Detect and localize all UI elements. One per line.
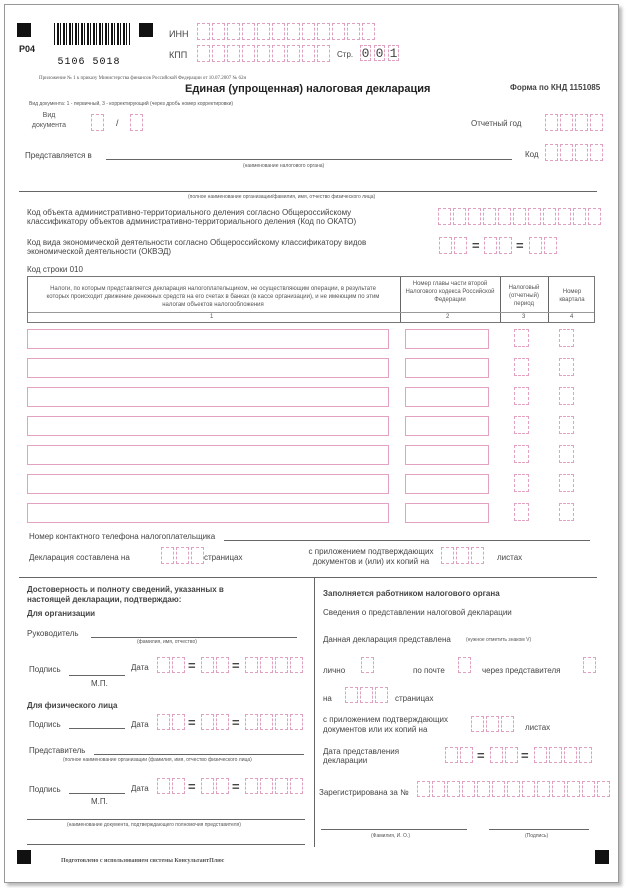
okved-cells-1[interactable] bbox=[439, 237, 467, 254]
sign-label: Подпись bbox=[29, 720, 61, 729]
col-number: 4 bbox=[570, 314, 574, 320]
presented-label: Данная декларация представлена bbox=[323, 635, 451, 644]
col-number: 1 bbox=[210, 314, 214, 320]
org-date-day[interactable] bbox=[157, 657, 185, 673]
okato-cells[interactable] bbox=[438, 208, 601, 225]
quarter-field[interactable] bbox=[559, 474, 574, 492]
on-label: на bbox=[323, 694, 332, 703]
org-date-month[interactable] bbox=[201, 657, 229, 673]
date-presented-label: Дата представления декларации bbox=[323, 747, 400, 765]
doc-type-cells[interactable] bbox=[91, 114, 104, 131]
doc-caption: (наименование документа, подтверждающего полномочия представителя) bbox=[67, 822, 241, 828]
chapter-field[interactable] bbox=[405, 416, 489, 436]
person-date-month[interactable] bbox=[201, 714, 229, 730]
corner-marker bbox=[139, 23, 153, 37]
head-label: Руководитель bbox=[27, 629, 79, 638]
okato-label: Код объекта административно-территориального деления согласно Общероссийскому классификатору объектов административно-территориального деления (Код по ОКАТО) bbox=[27, 208, 357, 226]
org-sign-line[interactable] bbox=[69, 675, 125, 676]
by-mail-label: по почте bbox=[413, 666, 445, 675]
presented-date-day[interactable] bbox=[445, 747, 473, 763]
page-digit: 1 bbox=[389, 46, 398, 61]
mark-note: (нужное отметить знаком V) bbox=[466, 637, 532, 643]
attach-label: с приложением подтверждающих документов и (или) их копий на bbox=[308, 547, 434, 566]
correction-cells[interactable] bbox=[130, 114, 143, 131]
chapter-field[interactable] bbox=[405, 474, 489, 494]
rep-date-month[interactable] bbox=[201, 778, 229, 794]
for-org-heading: Для организации bbox=[27, 609, 96, 618]
phone-line[interactable] bbox=[224, 540, 590, 541]
officer-sheets-cells[interactable] bbox=[471, 716, 514, 732]
period-field[interactable] bbox=[514, 358, 529, 376]
period-field[interactable] bbox=[514, 329, 529, 347]
mp-label: М.П. bbox=[91, 797, 108, 806]
person-sign-line[interactable] bbox=[69, 728, 125, 729]
sheets-cells[interactable] bbox=[441, 547, 484, 564]
order-note: Приложение № 1 к приказу Министерства финансов Российской Федерации от 10.07.2007 № 62н bbox=[39, 76, 247, 81]
officer-attach-label: с приложением подтверждающих документов или их копий на bbox=[323, 715, 448, 734]
okved-label: Код вида экономической деятельности согласно Общероссийскому классификатору видов экономической деятельности (ОКВЭД) bbox=[27, 238, 367, 256]
line-code-label: Код строки 010 bbox=[27, 265, 83, 274]
chapter-field[interactable] bbox=[405, 329, 489, 349]
col1-header: Налоги, по которым представляется декларация налогоплательщиком, не осуществляющим операции, в результате которых происходит движение денежных средств на его счетах в банках (в кассе организации), и не имеющим по этим налогам объектов налогообложения bbox=[46, 286, 380, 308]
org-name-caption: (полное наименование организации/фамилия, имя, отчество физического лица) bbox=[188, 194, 376, 200]
chapter-field[interactable] bbox=[405, 358, 489, 378]
phone-label: Номер контактного телефона налогоплательщика bbox=[29, 532, 216, 541]
knd-code: Форма по КНД 1151085 bbox=[510, 83, 601, 92]
officer-fio-caption: (Фамилия, И. О.) bbox=[371, 833, 410, 839]
barcode-number: 5106 5018 bbox=[57, 57, 121, 68]
registered-label: Зарегистрирована за № bbox=[319, 788, 409, 797]
doc-type-label: Вид документа bbox=[31, 112, 67, 129]
barcode-icon bbox=[54, 23, 130, 45]
sign-label: Подпись bbox=[29, 665, 61, 674]
pages-cells[interactable] bbox=[161, 547, 204, 564]
by-mail-checkbox[interactable] bbox=[458, 657, 471, 673]
quarter-field[interactable] bbox=[559, 358, 574, 376]
tax-name-field[interactable] bbox=[27, 474, 389, 494]
consultant-note: Подготовлено с использованием системы КонсультантПлюс bbox=[61, 858, 225, 864]
date-label: Дата bbox=[131, 720, 149, 729]
officer-title: Заполняется работником налогового органа bbox=[323, 589, 500, 598]
declaration-page: P04 5106 5018 ИНН КПП Стр. 0 0 1 Приложение № 1 к приказу Министерства финансов Российской Федерации от 10.07.2007 № 62н Единая (упрощенная) налоговая декларация Форма по КНД 1151085 Вид документа: 1 - первичный, 3 - корректирующий (через дробь номер корректировки) Вид документа / Отчетный год Представляется в (наименование налогового органа) Код (полное наименование организации/фамилия, имя, отчество физического лица) Код объекта административно-территориального деления согласно Общероссийскому классификатору объектов административно-территориального деления (Код по ОКАТО) Код вида экономической деятельности согласно Общероссийскому классификатору видов экономической деятельности (ОКВЭД) = = Код строки 010 Налоги, по которым представляется декларация налогоплательщиком, не осуществляющим операции, в результате которых происходит движение денежных средств на его счетах в банках (в кассе организации), и не имеющим по этим налогам объектов налогообложения Номер главы части второй Налогового кодекса Российской Федерации Налоговый (отчетный) период Номер квартала 1 2 3 4 Номер контактного телефона налогоплательщика Декларация составлена на страницах с приложением подтверждающих документов и (или) их копий на листах Достоверность и полноту сведений, указанных в настоящей декларации, подтверждаю: Для организации Руководитель (фамилия, имя, отчество) Подпись М.П. Дата = = Для физического лица Подпись Дата = = Представитель (полное наименование организации (фамилия, имя, отчество физического лица) Подпись М.П. Дата = = (наименование документа, подтверждающего полномочия представителя) Заполняется работником налогового органа Сведения о представлении налоговой декларации Данная декларация представлена (нужное отметить знаком V) лично по почте через представителя на страницах с приложением подтверждающих документов или их копий на листах Дата представления декларации = = Зарегистрирована за № (Фамилия, И. О.) (Подпись) Подготовлено с использованием системы КонсультантПлюс bbox=[4, 4, 619, 883]
code-label: Код bbox=[525, 150, 539, 159]
period-field[interactable] bbox=[514, 445, 529, 463]
inn-label: ИНН bbox=[169, 29, 189, 39]
date-label: Дата bbox=[131, 784, 149, 793]
rep-sign-line[interactable] bbox=[69, 793, 125, 794]
inn-cells[interactable] bbox=[197, 23, 375, 40]
corner-marker bbox=[17, 23, 31, 37]
rep-caption: (полное наименование организации (фамилия, имя, отчество физического лица) bbox=[63, 757, 252, 763]
period-field[interactable] bbox=[514, 503, 529, 521]
quarter-field[interactable] bbox=[559, 329, 574, 347]
kpp-label: КПП bbox=[169, 50, 188, 60]
presented-date-month[interactable] bbox=[490, 747, 518, 763]
person-date-year[interactable] bbox=[245, 714, 303, 730]
presented-date-year[interactable] bbox=[534, 747, 592, 763]
corner-marker bbox=[17, 850, 31, 864]
year-label: Отчетный год bbox=[471, 119, 522, 128]
sign-label: Подпись bbox=[29, 785, 61, 794]
quarter-field[interactable] bbox=[559, 445, 574, 463]
okved-cells-2[interactable] bbox=[484, 237, 512, 254]
confirm-title: Достоверность и полноту сведений, указанных в настоящей декларации, подтверждаю: bbox=[27, 585, 224, 604]
page-label: Стр. bbox=[337, 50, 354, 59]
via-rep-checkbox[interactable] bbox=[583, 657, 596, 673]
officer-pages-word: страницах bbox=[395, 694, 434, 703]
compiled-label: Декларация составлена на bbox=[29, 553, 130, 562]
page-digit: 0 bbox=[361, 46, 370, 61]
chapter-field[interactable] bbox=[405, 445, 489, 465]
tax-name-field[interactable] bbox=[27, 387, 389, 407]
chapter-field[interactable] bbox=[405, 503, 489, 523]
tax-name-field[interactable] bbox=[27, 329, 389, 349]
chapter-field[interactable] bbox=[405, 387, 489, 407]
page-title: Единая (упрощенная) налоговая декларация bbox=[185, 83, 431, 95]
quarter-field[interactable] bbox=[559, 387, 574, 405]
quarter-field[interactable] bbox=[559, 503, 574, 521]
pages-word: страницах bbox=[204, 553, 243, 562]
tax-organ-caption: (наименование налогового органа) bbox=[243, 163, 325, 169]
form-code: P04 bbox=[19, 44, 36, 54]
fio-caption: (фамилия, имя, отчество) bbox=[137, 639, 197, 645]
page-digit: 0 bbox=[375, 46, 384, 61]
person-date-day[interactable] bbox=[157, 714, 185, 730]
col-number: 2 bbox=[446, 314, 450, 320]
personally-checkbox[interactable] bbox=[361, 657, 374, 673]
period-field[interactable] bbox=[514, 387, 529, 405]
period-field[interactable] bbox=[514, 474, 529, 492]
year-cells[interactable] bbox=[545, 114, 603, 131]
doc-type-note: Вид документа: 1 - первичный, 3 - корректирующий (через дробь номер корректировки) bbox=[29, 101, 234, 107]
for-person-heading: Для физического лица bbox=[27, 701, 118, 710]
officer-sign-caption: (Подпись) bbox=[525, 833, 549, 839]
via-rep-label: через представителя bbox=[482, 666, 561, 675]
rep-label: Представитель bbox=[29, 746, 86, 755]
rep-date-day[interactable] bbox=[157, 778, 185, 794]
tax-name-field[interactable] bbox=[27, 416, 389, 436]
tax-name-field[interactable] bbox=[27, 503, 389, 523]
mp-label: М.П. bbox=[91, 679, 108, 688]
corner-marker bbox=[595, 850, 609, 864]
col4-header: Номер квартала bbox=[559, 289, 585, 303]
col2-header: Номер главы части второй Налогового кодекса Российской Федерации bbox=[405, 281, 495, 303]
col3-header: Налоговый (отчетный) период bbox=[508, 285, 540, 307]
quarter-field[interactable] bbox=[559, 416, 574, 434]
tax-name-field[interactable] bbox=[27, 358, 389, 378]
kpp-cells[interactable] bbox=[197, 45, 330, 62]
tax-name-field[interactable] bbox=[27, 445, 389, 465]
date-label: Дата bbox=[131, 663, 149, 672]
officer-sheets-word: листах bbox=[525, 723, 551, 732]
officer-pages-cells[interactable] bbox=[345, 687, 388, 703]
registration-cells[interactable] bbox=[417, 781, 610, 797]
sheets-word: листах bbox=[497, 553, 523, 562]
col-number: 3 bbox=[522, 314, 526, 320]
submission-info: Сведения о представлении налоговой декларации bbox=[323, 608, 512, 617]
slash: / bbox=[116, 118, 119, 128]
tax-table-header bbox=[27, 276, 595, 323]
personally-label: лично bbox=[323, 666, 346, 675]
okved-cells-3[interactable] bbox=[529, 237, 557, 254]
tax-organ-code-cells[interactable] bbox=[545, 144, 603, 161]
org-date-year[interactable] bbox=[245, 657, 303, 673]
period-field[interactable] bbox=[514, 416, 529, 434]
presented-label: Представляется в bbox=[25, 151, 92, 160]
rep-date-year[interactable] bbox=[245, 778, 303, 794]
